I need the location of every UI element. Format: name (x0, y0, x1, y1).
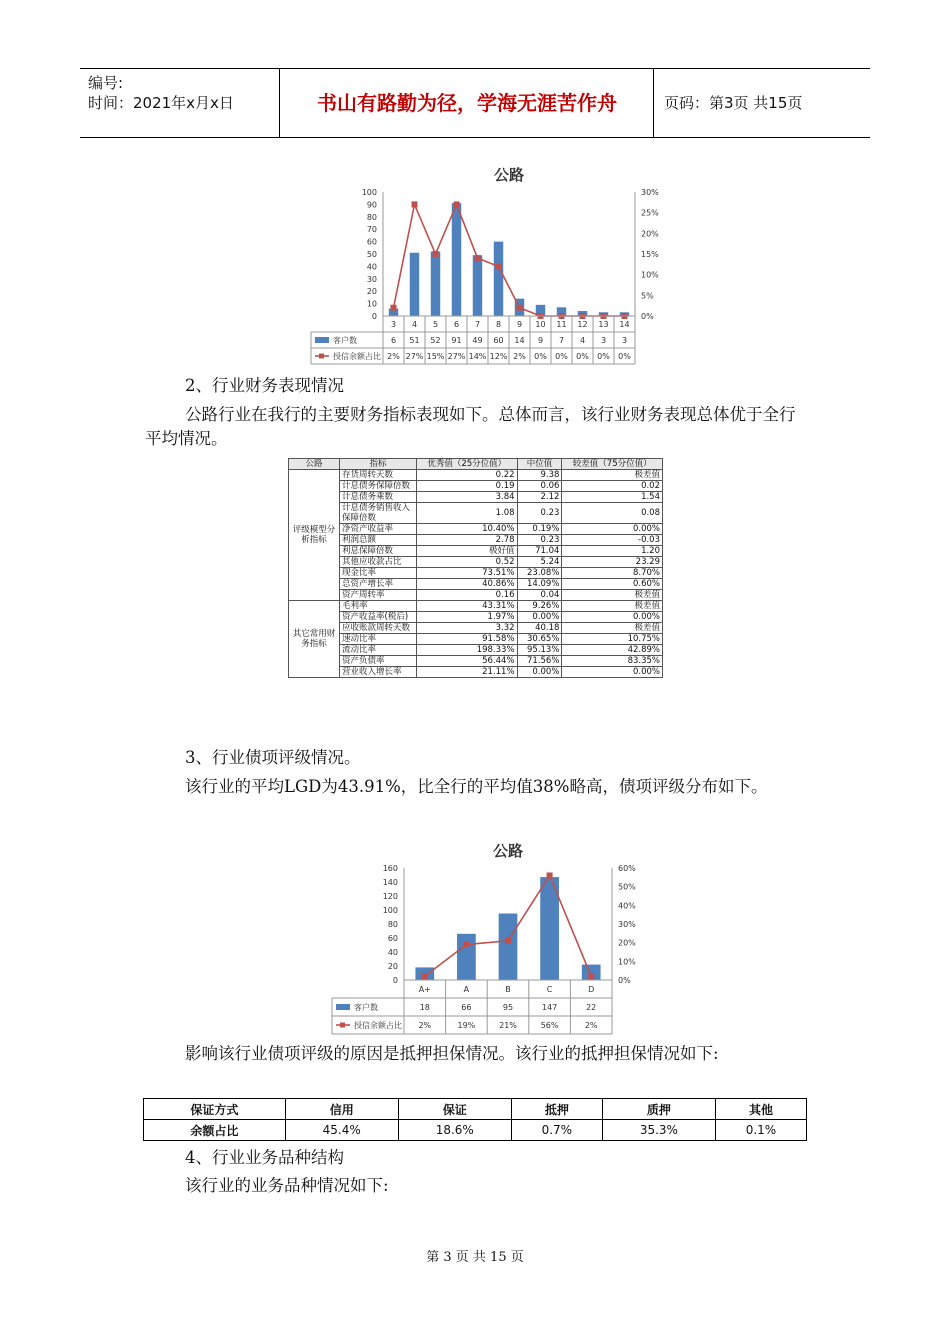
indicator-value: 42.89% (562, 645, 663, 656)
indicator-name: 毛利率 (340, 601, 417, 612)
y-tick-label: 0 (392, 976, 398, 985)
table-row (289, 503, 663, 524)
y2-tick-label: 10% (641, 270, 659, 280)
data-label: 66 (461, 1003, 472, 1012)
line-point (496, 263, 502, 269)
indicator-name: 其他应收款占比 (340, 557, 417, 568)
table-cell: 余额占比 (144, 1120, 286, 1141)
indicator-value: 8.70% (562, 568, 663, 579)
line-point (422, 973, 428, 979)
data-label: 21% (499, 1021, 517, 1030)
data-label: 3 (600, 336, 607, 345)
y-tick-label: 10 (366, 299, 377, 309)
table-row (289, 535, 663, 546)
data-label: 95 (502, 1003, 514, 1012)
financial-indicators-table (288, 458, 663, 678)
data-label: 51 (409, 336, 420, 345)
table-cell: 其他 (715, 1099, 806, 1120)
table-row (144, 1120, 807, 1141)
x-tick-label: 4 (411, 320, 418, 329)
legend-bar-key (315, 337, 329, 343)
data-label: 6 (390, 336, 397, 345)
indicator-value: 1.97% (417, 612, 518, 623)
table-row (289, 481, 663, 492)
bar (473, 255, 482, 316)
line-point (412, 201, 418, 207)
table-row (289, 645, 663, 656)
y2-tick-label: 10% (618, 957, 636, 967)
bar (494, 242, 503, 316)
table-header-cell: 较差值（75分位值） (562, 459, 663, 470)
y2-tick-label: 30% (641, 188, 659, 197)
section-4-heading: 4、行业业务品种结构 (185, 1148, 344, 1167)
table-row (289, 579, 663, 590)
table-row (289, 470, 663, 481)
indicator-value: 95.13% (517, 645, 562, 656)
indicator-value: 0.00% (562, 667, 663, 678)
indicator-value: 1.54 (562, 492, 663, 503)
data-label: 27% (447, 352, 466, 361)
section-3-heading: 3、行业债项评级情况。 (185, 748, 361, 767)
indicator-name: 营业收入增长率 (340, 667, 417, 678)
y2-tick-label: 5% (641, 291, 654, 301)
guarantee-table (143, 1098, 807, 1141)
y-tick-label: 80 (366, 212, 377, 222)
data-label: 4 (579, 336, 586, 345)
table-cell: 保证方式 (144, 1099, 286, 1120)
y2-tick-label: 25% (641, 208, 659, 218)
data-label: 49 (472, 336, 483, 345)
table-row (289, 612, 663, 623)
indicator-value: 40.18 (517, 623, 562, 634)
indicator-value: 0.04 (517, 590, 562, 601)
chart-highway-customers-by-grade (290, 150, 660, 372)
bar (431, 252, 440, 316)
legend-label: 授信余额占比 (333, 352, 381, 361)
indicator-name: 利润总额 (340, 535, 417, 546)
table-group-label: 评级模型分析指标 (289, 470, 340, 601)
indicator-value: 3.84 (417, 492, 518, 503)
table-cell: 质押 (602, 1099, 715, 1120)
chart-highway-debt-rating (312, 826, 652, 1040)
y-tick-label: 100 (382, 906, 398, 915)
indicator-value: 0.00% (517, 612, 562, 623)
indicator-value: 0.00% (562, 612, 663, 623)
indicator-value: 9.26% (517, 601, 562, 612)
indicator-value: 83.35% (562, 656, 663, 667)
table-row (289, 524, 663, 535)
y-tick-label: 100 (361, 188, 377, 197)
table-row (289, 667, 663, 678)
indicator-value: 71.56% (517, 656, 562, 667)
indicator-value: 198.33% (417, 645, 518, 656)
table-row (289, 623, 663, 634)
data-label: 3 (621, 336, 628, 345)
indicator-name: 计息债务乘数 (340, 492, 417, 503)
data-label: 2% (418, 1021, 432, 1030)
y2-tick-label: 30% (618, 920, 636, 929)
section-2-paragraph: 公路行业在我行的主要财务指标表现如下。总体而言，该行业财务表现总体优于全行平均情况。 (145, 405, 796, 448)
indicator-value: 0.19 (417, 481, 518, 492)
indicator-name: 资产负债率 (340, 656, 417, 667)
indicator-name: 存货周转天数 (340, 470, 417, 481)
data-label: 14 (514, 336, 525, 345)
y-tick-label: 20 (366, 287, 377, 297)
table-cell: 35.3% (602, 1120, 715, 1141)
data-label: 0% (555, 352, 568, 361)
line-point (588, 973, 594, 979)
indicator-value: 0.60% (562, 579, 663, 590)
indicator-value: 2.78 (417, 535, 518, 546)
table-header-cell: 优秀值（25分位值） (417, 459, 518, 470)
data-label: 22 (586, 1003, 597, 1012)
table-cell: 抵押 (511, 1099, 602, 1120)
indicator-name: 计息债务销售收入保障倍数 (340, 503, 417, 524)
bar (457, 934, 476, 980)
page-header (80, 68, 870, 138)
y2-tick-label: 0% (641, 312, 654, 321)
data-label: 60 (493, 336, 504, 345)
data-label: 9 (537, 336, 544, 345)
data-label: 147 (541, 1003, 558, 1012)
table-header-cell: 公路 (289, 459, 340, 470)
doc-number-label: 编号: (88, 74, 124, 92)
table-row (289, 634, 663, 645)
table-row (289, 546, 663, 557)
table-row (289, 557, 663, 568)
line-point (454, 201, 460, 207)
y-tick-label: 60 (366, 237, 377, 247)
table-cell: 信用 (285, 1099, 398, 1120)
table-group-label: 其它常用财务指标 (289, 601, 340, 678)
indicator-value: 2.12 (517, 492, 562, 503)
y2-tick-label: 40% (618, 901, 636, 911)
bar (499, 914, 518, 981)
indicator-value: 5.24 (517, 557, 562, 568)
table-row (289, 601, 663, 612)
indicator-name: 净资产收益率 (340, 524, 417, 535)
line-point (547, 872, 553, 878)
indicator-value: 10.40% (417, 524, 518, 535)
x-tick-label: 8 (495, 320, 502, 329)
data-label: 2% (584, 1021, 598, 1030)
indicator-value: 1.20 (562, 546, 663, 557)
legend-line-marker (340, 1023, 345, 1028)
indicator-value: 极差值 (562, 623, 663, 634)
indicator-name: 总资产增长率 (340, 579, 417, 590)
y-tick-label: 40 (387, 948, 398, 957)
x-tick-label: 14 (619, 320, 630, 329)
indicator-value: 1.08 (417, 503, 518, 524)
indicator-value: -0.03 (562, 535, 663, 546)
indicator-value: 30.65% (517, 634, 562, 645)
legend-label: 客户数 (333, 336, 357, 345)
indicator-name: 流动比率 (340, 645, 417, 656)
data-label: 2% (387, 352, 400, 361)
y-tick-label: 30 (366, 274, 377, 284)
x-tick-label: D (588, 985, 595, 994)
x-tick-label: 10 (535, 320, 546, 329)
data-label: 19% (457, 1021, 476, 1030)
table-cell: 0.7% (511, 1120, 602, 1141)
y-tick-label: 120 (382, 892, 398, 901)
table-header-row (289, 459, 663, 470)
y2-tick-label: 15% (641, 250, 659, 259)
data-label: 0% (534, 352, 547, 361)
section-3-paragraph: 该行业的平均LGD为43.91%，比全行的平均值38%略高，债项评级分布如下。 (185, 777, 768, 796)
line-point (391, 305, 397, 311)
x-tick-label: C (546, 985, 553, 994)
legend-bar-key (336, 1004, 350, 1010)
y-tick-label: 40 (366, 262, 377, 272)
indicator-value: 21.11% (417, 667, 518, 678)
guarantee-paragraph: 影响该行业债项评级的原因是抵押担保情况。该行业的抵押担保情况如下: (185, 1044, 719, 1063)
data-label: 56% (540, 1021, 559, 1030)
indicator-value: 10.75% (562, 634, 663, 645)
header-meta (80, 69, 280, 137)
x-tick-label: A (463, 985, 470, 994)
indicator-value: 73.51% (417, 568, 518, 579)
table-cell: 45.4% (285, 1120, 398, 1141)
indicator-value: 0.52 (417, 557, 518, 568)
table-row (144, 1099, 807, 1120)
x-tick-label: A+ (418, 985, 431, 994)
data-label: 0% (618, 352, 631, 361)
line-point (517, 305, 523, 311)
section-4-paragraph: 该行业的业务品种情况如下: (185, 1176, 389, 1195)
y2-tick-label: 20% (641, 229, 659, 239)
indicator-name: 利息保障倍数 (340, 546, 417, 557)
indicator-value: 3.32 (417, 623, 518, 634)
indicator-value: 0.23 (517, 503, 562, 524)
indicator-value: 0.23 (517, 535, 562, 546)
line-point (463, 942, 469, 948)
data-label: 18 (419, 1003, 430, 1012)
indicator-value: 极差值 (562, 590, 663, 601)
x-tick-label: 7 (474, 320, 481, 329)
data-label: 2% (513, 352, 526, 361)
indicator-value: 0.19% (517, 524, 562, 535)
indicator-name: 资产周转率 (340, 590, 417, 601)
indicator-value: 0.16 (417, 590, 518, 601)
y2-tick-label: 20% (618, 938, 636, 948)
table-cell: 0.1% (715, 1120, 806, 1141)
data-label: 7 (558, 336, 565, 345)
indicator-value: 0.06 (517, 481, 562, 492)
chart2-svg (312, 826, 652, 1036)
indicator-value: 0.00% (517, 667, 562, 678)
indicator-value: 23.29 (562, 557, 663, 568)
indicator-value: 极好值 (417, 546, 518, 557)
line-point (475, 255, 481, 261)
y-tick-label: 140 (382, 878, 398, 887)
data-label: 14% (468, 352, 487, 361)
y-tick-label: 80 (387, 920, 398, 929)
indicator-value: 9.38 (517, 470, 562, 481)
y-tick-label: 0 (371, 312, 377, 321)
page-footer: 第 3 页 共 15 页 (426, 1250, 524, 1265)
indicator-name: 应收账款周转天数 (340, 623, 417, 634)
data-label: 27% (405, 352, 424, 361)
indicator-name: 现金比率 (340, 568, 417, 579)
table-cell: 保证 (398, 1099, 511, 1120)
legend-label: 授信余额占比 (354, 1021, 402, 1030)
header-motto: 书山有路勤为径，学海无涯苦作舟 (281, 69, 654, 137)
indicator-value: 56.44% (417, 656, 518, 667)
y-tick-label: 160 (382, 864, 398, 873)
indicator-value: 14.09% (517, 579, 562, 590)
indicator-value: 43.31% (417, 601, 518, 612)
indicator-value: 91.58% (417, 634, 518, 645)
y2-tick-label: 50% (618, 882, 636, 892)
data-label: 91 (451, 336, 462, 345)
data-label: 12% (489, 352, 508, 361)
legend-line-marker (319, 354, 324, 359)
indicator-value: 0.00% (562, 524, 663, 535)
x-tick-label: B (505, 985, 511, 994)
table-row (289, 590, 663, 601)
header-page-label: 页码：第3页 共15页 (664, 94, 803, 112)
y-tick-label: 20 (387, 962, 398, 971)
chart-title: 公路 (493, 166, 525, 184)
legend-label: 客户数 (354, 1003, 378, 1012)
data-label: 15% (426, 352, 445, 361)
bar (410, 253, 419, 316)
x-tick-label: 12 (577, 320, 588, 329)
indicator-name: 速动比率 (340, 634, 417, 645)
y-tick-label: 90 (366, 200, 377, 210)
chart-title: 公路 (492, 842, 524, 860)
data-label: 52 (430, 336, 441, 345)
chart1-svg (290, 150, 660, 368)
indicator-value: 71.04 (517, 546, 562, 557)
table-cell: 18.6% (398, 1120, 511, 1141)
y-tick-label: 70 (366, 225, 377, 235)
table-row (289, 656, 663, 667)
y-tick-label: 60 (387, 934, 398, 943)
x-tick-label: 3 (390, 320, 397, 329)
y2-tick-label: 0% (618, 976, 631, 985)
bar (452, 203, 461, 316)
data-label: 0% (576, 352, 589, 361)
section-2-heading: 2、行业财务表现情况 (185, 376, 344, 395)
indicator-value: 0.22 (417, 470, 518, 481)
x-tick-label: 9 (516, 320, 523, 329)
doc-date-label: 时间：2021年x月x日 (88, 94, 234, 112)
table-header-cell: 中位值 (517, 459, 562, 470)
indicator-value: 极差值 (562, 470, 663, 481)
y-tick-label: 50 (366, 250, 377, 259)
data-label: 0% (597, 352, 610, 361)
line-point (433, 251, 439, 257)
indicator-value: 23.08% (517, 568, 562, 579)
table-row (289, 492, 663, 503)
table-row (289, 568, 663, 579)
y2-tick-label: 60% (618, 864, 636, 873)
indicator-name: 资产收益率(税后) (340, 612, 417, 623)
indicator-value: 40.86% (417, 579, 518, 590)
line-point (505, 938, 511, 944)
x-tick-label: 13 (598, 320, 609, 329)
line-series (394, 204, 625, 316)
indicator-value: 极差值 (562, 601, 663, 612)
x-tick-label: 11 (556, 320, 567, 329)
indicator-value: 0.02 (562, 481, 663, 492)
indicator-value: 0.08 (562, 503, 663, 524)
indicator-name: 计息债务保障倍数 (340, 481, 417, 492)
x-tick-label: 6 (453, 320, 460, 329)
x-tick-label: 5 (432, 320, 439, 329)
table-header-cell: 指标 (340, 459, 417, 470)
